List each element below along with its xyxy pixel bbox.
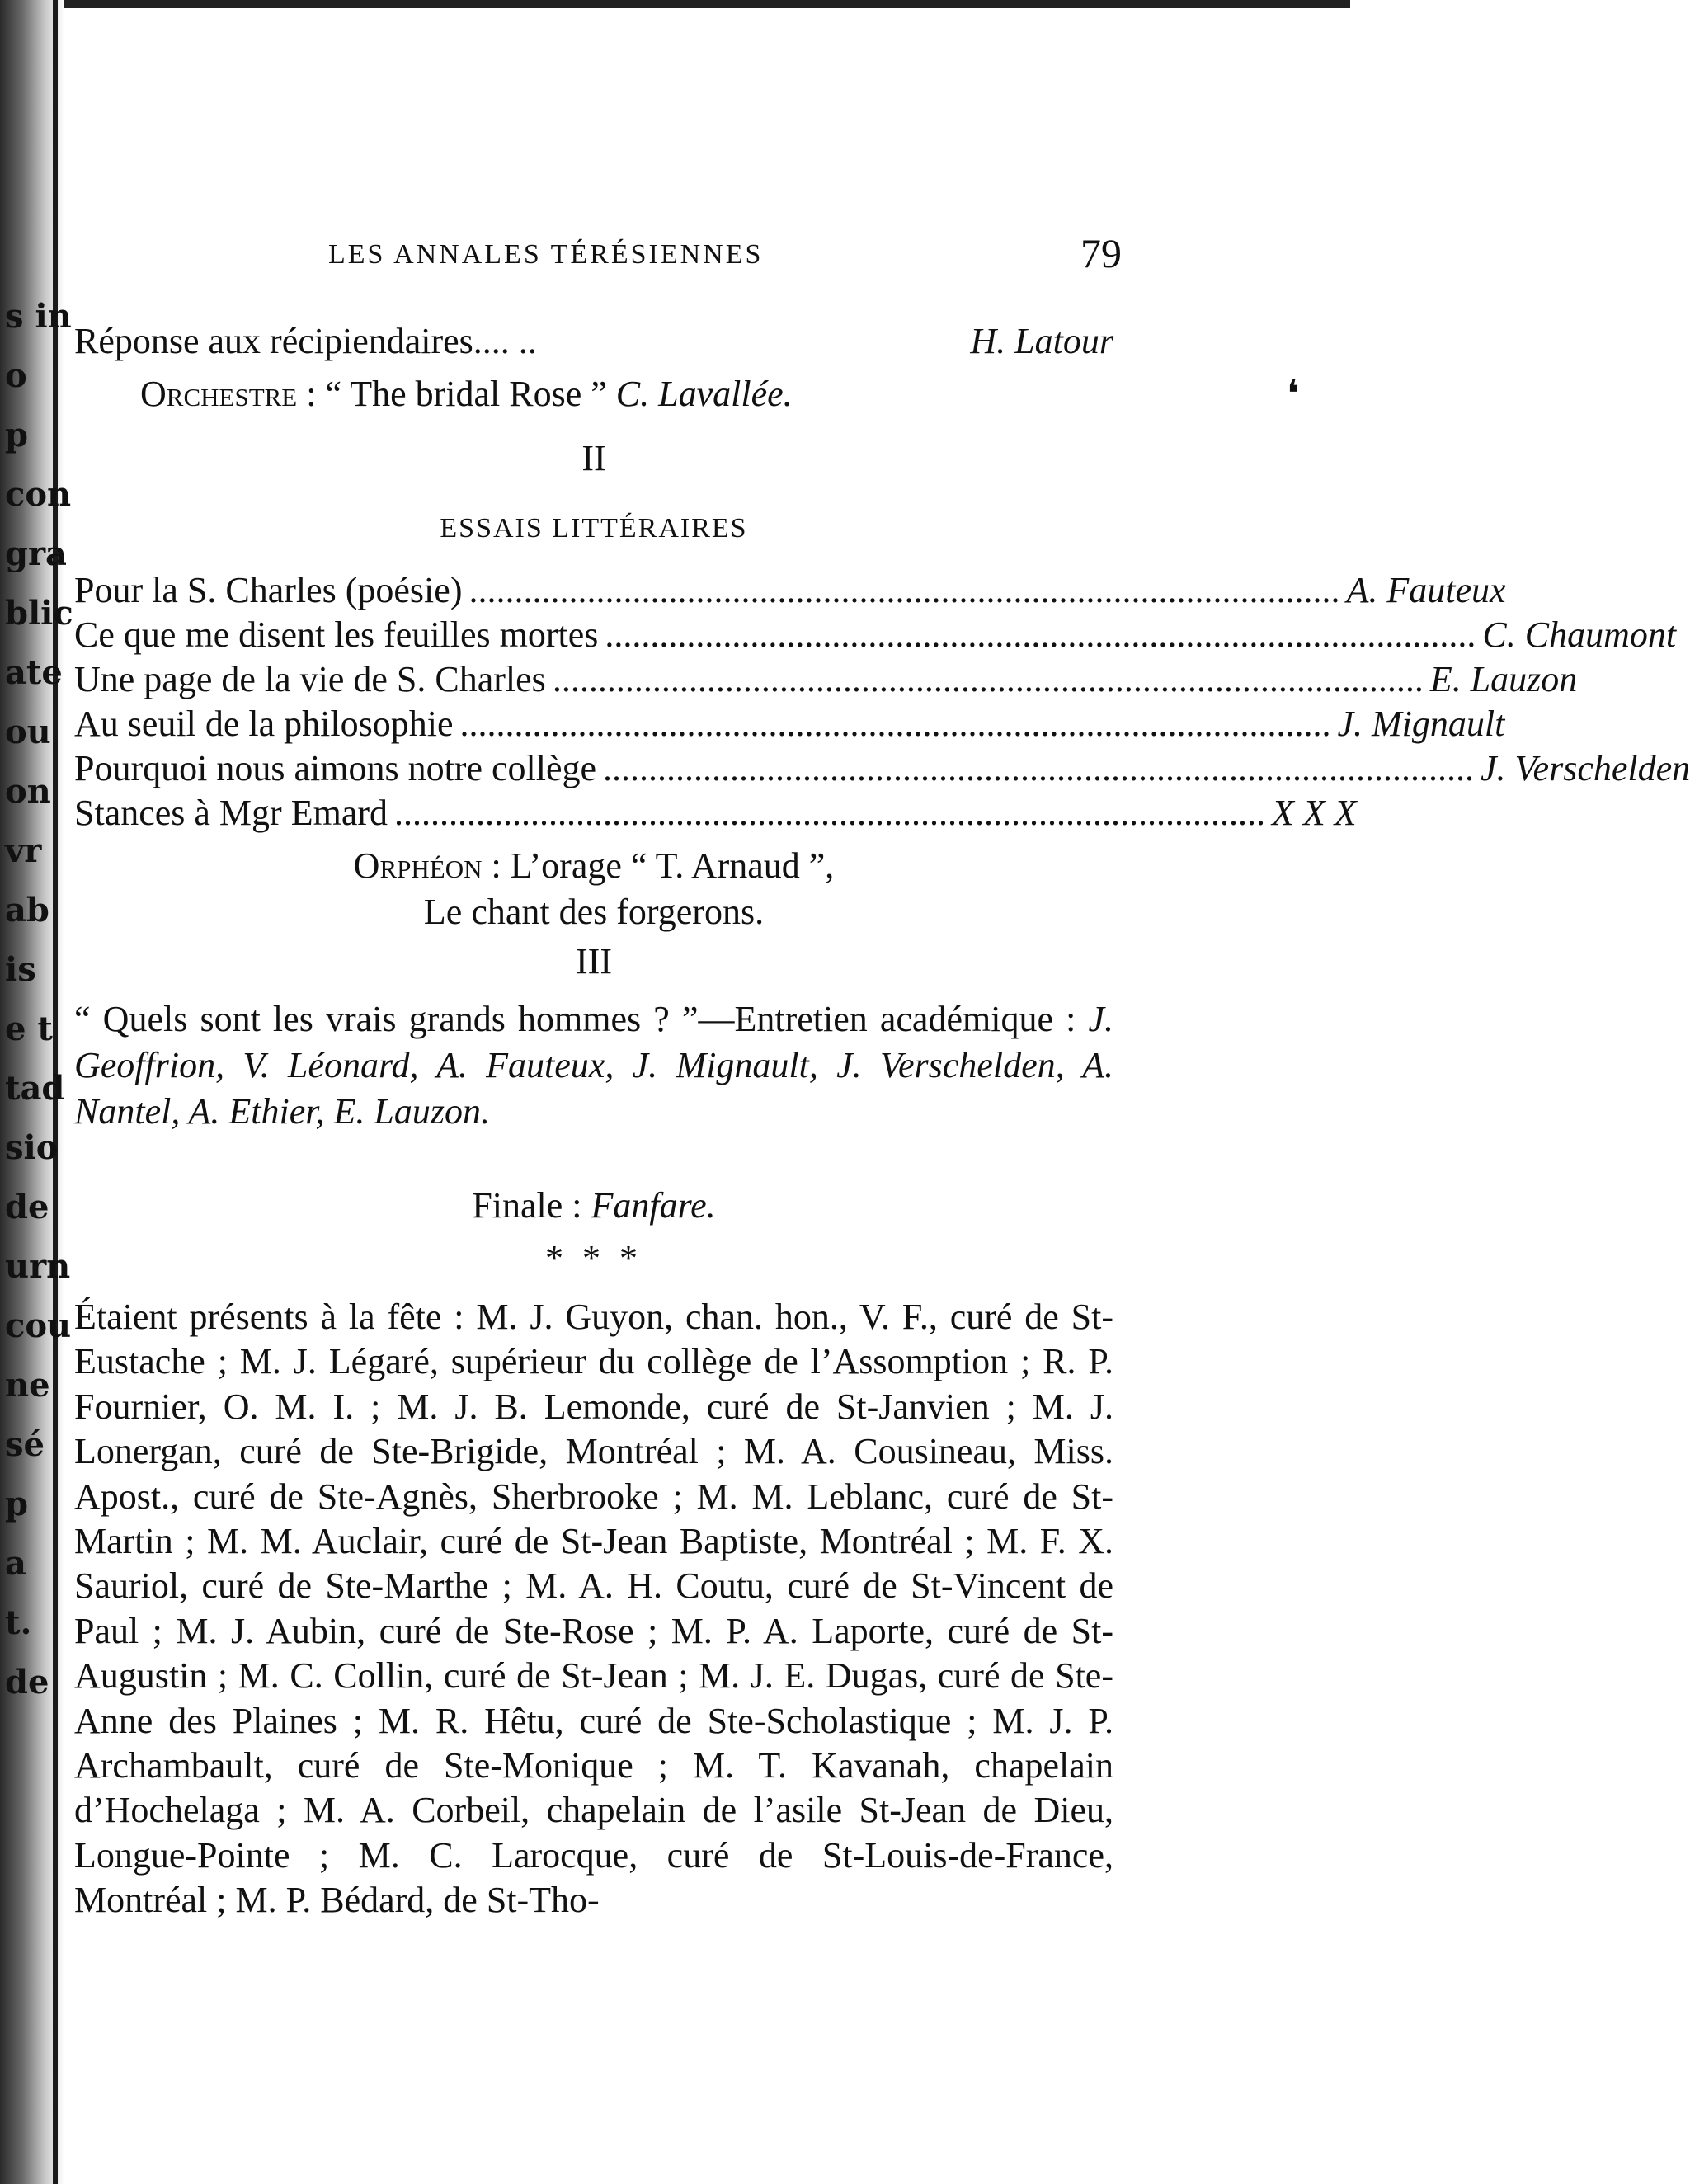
essai-title: Pour la S. Charles (poésie) xyxy=(74,570,463,610)
orpheon-label: Orphéon xyxy=(353,845,483,886)
section-numeral-3: III xyxy=(576,941,612,981)
orpheon-line xyxy=(74,845,1113,887)
essai-title: Ce que me disent les feuilles mortes xyxy=(74,614,599,655)
leader-dots xyxy=(468,569,1339,611)
margin-fragment: cou xyxy=(5,1306,72,1345)
essai-title: Stances à Mgr Emard xyxy=(74,793,388,833)
entretien-paragraph xyxy=(74,996,1113,1135)
toc-author: H. Latour xyxy=(970,321,1113,361)
leader-dots xyxy=(553,658,1424,700)
finale-label: Finale : xyxy=(472,1185,591,1226)
toc-title: Réponse aux récipiendaires.... .. xyxy=(74,321,537,361)
margin-fragment: a xyxy=(5,1544,26,1583)
essai-item xyxy=(74,792,1357,834)
margin-fragment: vr xyxy=(5,831,42,870)
section-numeral-2: II xyxy=(581,438,606,478)
margin-fragment: urn xyxy=(5,1247,71,1286)
leader-dots xyxy=(394,792,1265,834)
margin-fragment: ab xyxy=(5,891,49,930)
margin-fragment: e t xyxy=(5,1010,53,1048)
essai-item xyxy=(74,569,1506,611)
essai-author: C. Chaumont xyxy=(1482,614,1677,655)
running-head: LES ANNALES TÉRÉSIENNES xyxy=(328,239,764,270)
essai-author: E. Lauzon xyxy=(1429,659,1578,699)
finale-line xyxy=(74,1184,1113,1226)
margin-fragment: ate xyxy=(5,653,63,692)
essai-item xyxy=(74,614,1677,656)
closing-paragraph: Étaient présents à la fête : M. J. Guyon, chan. hon., V. F., curé de St-Eustache ; M. J. Légaré, supérieur du collège de l’Assomption ; R. P. Fournier, O. M. I. ; M. J. B. Lemonde, curé de St-Janvien ; M. J. Lonergan, curé de Ste-Brigide, Montréal ; M. A. Cousineau, Miss. Apost., curé de Ste-Agnès, Sherbrooke ; M. M. Leblanc, curé de St-Martin ; M. M. Auclair, curé de St-Jean Baptiste, Montréal ; M. F. X. Sauriol, curé de Ste-Marthe ; M. A. H. Coutu, curé de St-Vincent de Paul ; M. J. Aubin, curé de Ste-Rose ; M. P. A. Laporte, curé de St-Augustin ; M. C. Collin, curé de St-Jean ; M. J. E. Dugas, curé de Ste-Anne des Plaines ; M. R. Hêtu, curé de Ste-Scholastique ; M. J. P. Archambault, curé de Ste-Monique ; M. T. Kavanah, chapelain d’Hochelaga ; M. A. Corbeil, chapelain de l’asile St-Jean de Dieu, Longue-Pointe ; M. C. Larocque, curé de St-Louis-de-France, Montréal ; M. P. Bédard, de St-Tho- xyxy=(74,1297,1113,1921)
finale-text: Fanfare. xyxy=(591,1185,716,1226)
essai-author: A. Fauteux xyxy=(1346,570,1506,610)
entretien-authors: J. Geoffrion, V. Léonard, A. Fauteux, J. Mignault, J. Verschelden, A. Nantel, A. Ethier, E. Lauzon. xyxy=(74,999,1113,1132)
margin-fragment: p xyxy=(5,416,28,454)
essai-title: Une page de la vie de S. Charles xyxy=(74,659,546,699)
essai-title: Pourquoi nous aimons notre collège xyxy=(74,748,597,788)
leader-dots xyxy=(603,747,1474,789)
margin-fragment: ou xyxy=(5,713,51,751)
margin-fragment: o xyxy=(5,356,27,395)
margin-fragment: t. xyxy=(5,1603,32,1642)
margin-fragment: de xyxy=(5,1188,49,1226)
orpheon-text: : L’orage “ T. Arnaud ”, xyxy=(482,845,835,886)
margin-fragment: sio xyxy=(5,1128,59,1167)
orchestre-author: C. Lavallée. xyxy=(615,374,793,414)
entretien-text: “ Quels sont les vrais grands hommes ? ”—Entretien académique : xyxy=(74,999,1089,1039)
leader-dots xyxy=(460,703,1331,745)
essai-author: J. Mignault xyxy=(1337,704,1505,744)
orpheon-line-2: Le chant des forgerons. xyxy=(423,892,765,932)
margin-fragment: is xyxy=(5,950,36,989)
margin-fragment: gra xyxy=(5,534,67,573)
margin-fragment: tad xyxy=(5,1069,65,1108)
essai-item xyxy=(74,747,1690,789)
ink-mark: ❛ xyxy=(1287,371,1299,416)
section-separator: * * * xyxy=(545,1238,643,1278)
essai-item xyxy=(74,703,1505,745)
orchestre-label: Orchestre xyxy=(140,374,298,414)
orchestre-line xyxy=(140,373,1113,415)
margin-fragment: ne xyxy=(5,1366,50,1405)
page xyxy=(74,0,1690,2184)
essai-title: Au seuil de la philosophie xyxy=(74,704,454,744)
margin-fragment: con xyxy=(5,475,72,514)
margin-fragment: s in xyxy=(5,297,72,336)
essai-item xyxy=(74,658,1578,700)
margin-fragment: blic xyxy=(5,594,73,633)
page-number: 79 xyxy=(1080,230,1122,276)
orchestre-text: : “ The bridal Rose ” xyxy=(297,374,616,414)
section-heading: ESSAIS LITTÉRAIRES xyxy=(440,513,748,544)
margin-fragment: on xyxy=(5,772,51,811)
margin-fragment: sé xyxy=(5,1425,45,1464)
essai-author: J. Verschelden xyxy=(1481,748,1690,788)
toc-entry xyxy=(74,320,1113,362)
page-header xyxy=(74,229,1122,287)
margin-fragment: de xyxy=(5,1663,49,1702)
margin-fragment: p xyxy=(5,1485,28,1523)
essai-author: X X X xyxy=(1272,793,1357,833)
leader-dots xyxy=(605,614,1476,656)
